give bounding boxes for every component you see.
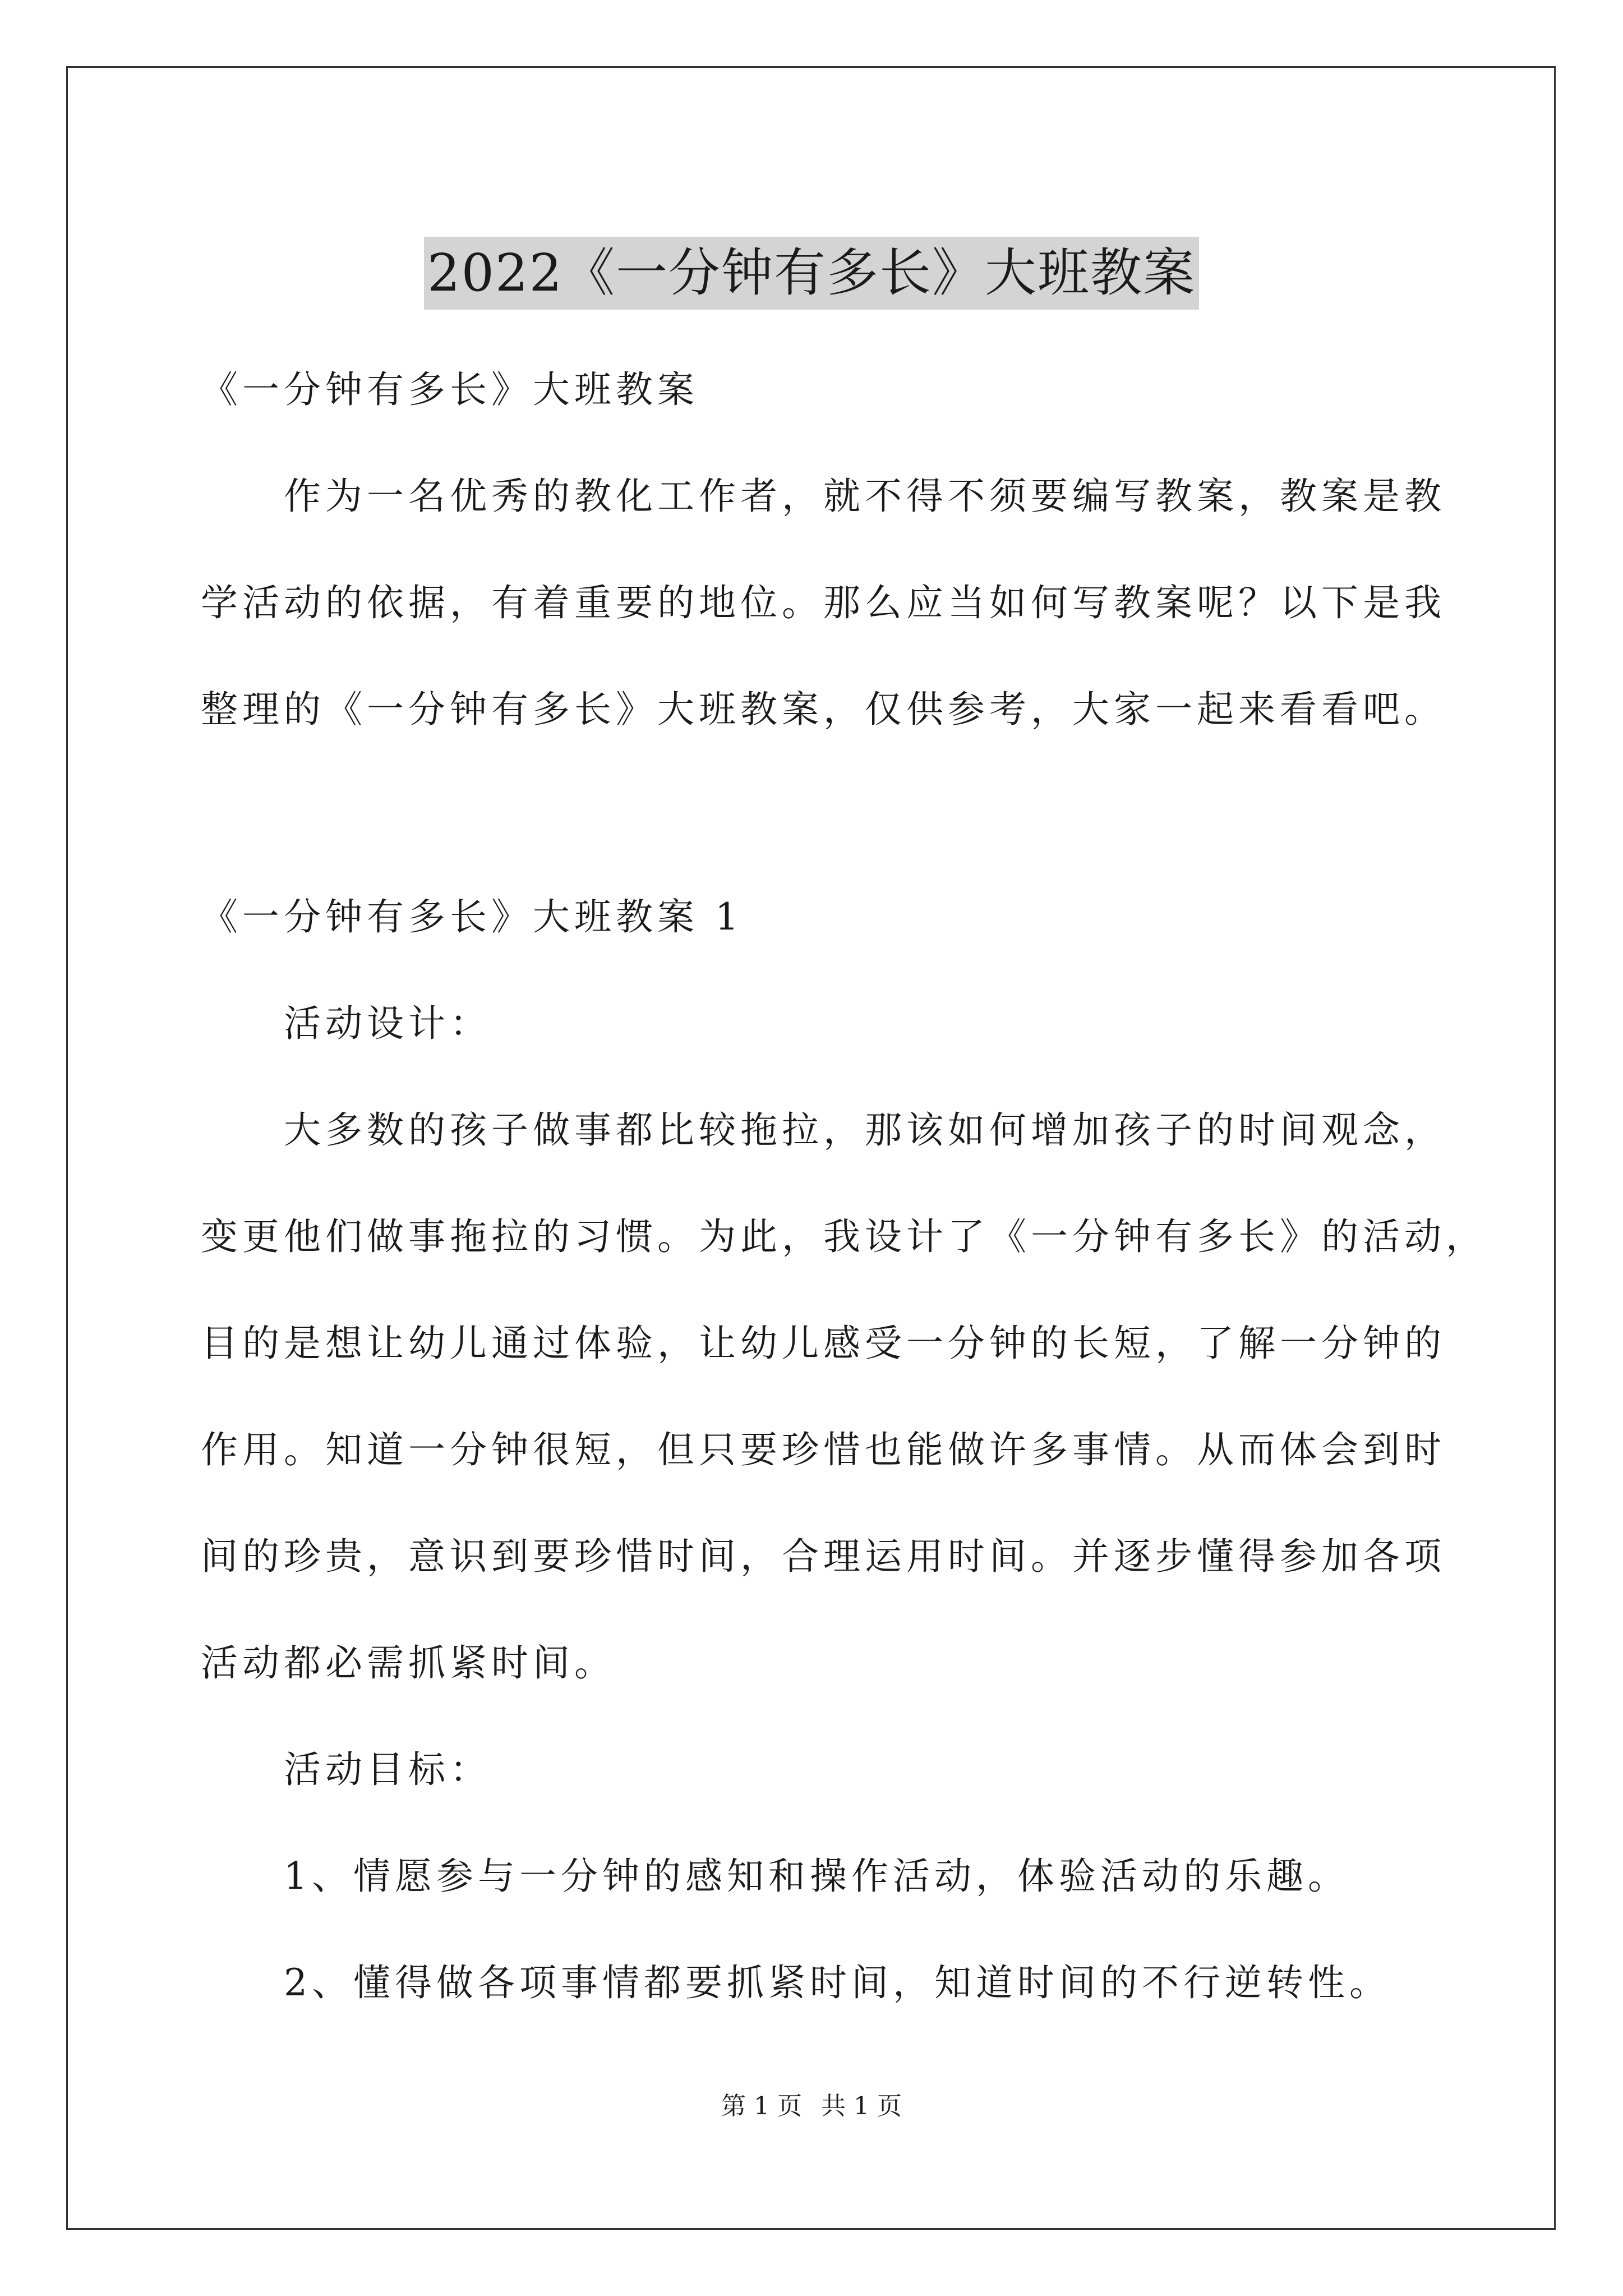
design-line: 变更他们做事拖拉的习惯。为此，我设计了《一分钟有多长》的活动， (201, 1215, 1487, 1258)
intro-paragraph (201, 443, 1457, 763)
design-line: 大多数的孩子做事都比较拖拉，那该如何增加孩子的时间观念， (201, 1108, 1446, 1152)
page-footer (0, 2090, 1623, 2123)
section-heading: 《一分钟有多长》大班教案 1 (201, 895, 743, 938)
intro-line: 学活动的依据，有着重要的地位。那么应当如何写教案呢？以下是我 (201, 581, 1446, 624)
goals-label: 活动目标： (201, 1748, 491, 1791)
design-line: 间的珍贵，意识到要珍惜时间，合理运用时间。并逐步懂得参加各项 (201, 1535, 1446, 1578)
design-label: 活动设计： (201, 1002, 491, 1045)
page-number-total: 共 1 页 (821, 2092, 902, 2120)
intro-line: 整理的《一分钟有多长》大班教案，仅供参考，大家一起来看看吧。 (201, 688, 1446, 731)
design-line: 目的是想让幼儿通过体验，让幼儿感受一分钟的长短，了解一分钟的 (201, 1322, 1446, 1365)
goal-item: 1、情愿参与一分钟的感知和操作活动，体验活动的乐趣。 (201, 1855, 1349, 1898)
intro-line: 作为一名优秀的教化工作者，就不得不须要编写教案，教案是教 (201, 475, 1446, 518)
goal-item: 2、懂得做各项事情都要抓紧时间，知道时间的不行逆转性。 (201, 1961, 1391, 2004)
design-paragraph (201, 1077, 1487, 1717)
design-line: 作用。知道一分钟很短，但只要珍惜也能做许多事情。从而体会到时 (201, 1428, 1446, 1471)
document-title: 2022《一分钟有多长》大班教案 (424, 237, 1199, 310)
page-number-current: 第 1 页 (721, 2092, 802, 2120)
goals-list (201, 1823, 1457, 2036)
title-wrap (0, 202, 1623, 344)
design-line: 活动都必需抓紧时间。 (201, 1641, 616, 1685)
document-subtitle: 《一分钟有多长》大班教案 (201, 368, 699, 411)
